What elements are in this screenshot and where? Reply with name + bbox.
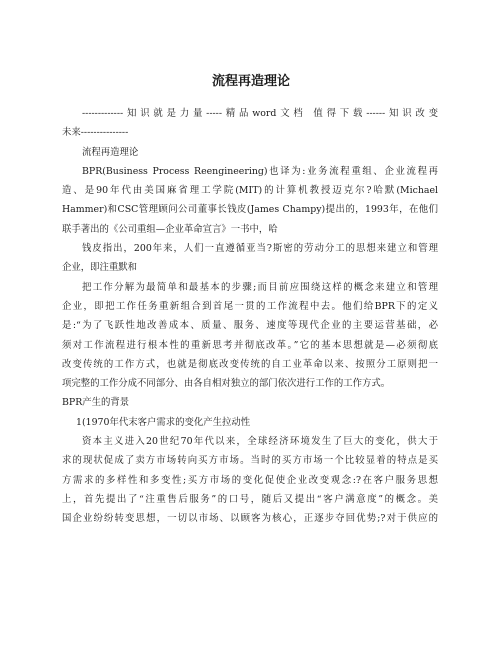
text-line: 把工作分解为最简单和最基本的步骤;而目前应围绕这样的概念来建立和管理 bbox=[82, 281, 438, 293]
document-title: 流程再造理论 bbox=[211, 74, 290, 89]
text-line: 企业，即注重默和 bbox=[62, 262, 138, 274]
text-line: 改变传统的工作方式，也就是彻底改变传统的自工业革命以来、按照分工原则把一 bbox=[62, 358, 438, 370]
document-body bbox=[62, 104, 438, 529]
text-line: -------------知识就是力量-----精品word文档 值得下载------知识改变 bbox=[82, 108, 438, 119]
text-line: 方需求的多样性和多变性;买方市场的变化促使企业改变观念:?在客户服务思想 bbox=[62, 474, 438, 486]
text-line: 资本主义进入20世纪70年代以来，全球经济环境发生了巨大的变化，供大于 bbox=[82, 436, 438, 448]
text-line: Hammer)和CSC管理顾问公司董事长钱皮(James Champy)提出的，1993年，在他们 bbox=[62, 204, 438, 216]
text-line: 造、是90年代由美国麻省理工学院(MIT)的计算机教授迈克尔?哈默(Michael bbox=[62, 185, 438, 197]
text-line: 求的现状促成了卖方市场转向买方市场。当时的买方市场一个比较显着的特点是买 bbox=[62, 455, 438, 467]
text-line: 上，首先提出了“注重售后服务”的口号，随后又提出“客户满意度”的概念。美 bbox=[62, 493, 438, 505]
text-line: BPR(Business Process Reengineering)也译为:业务流程重组、企业流程再 bbox=[82, 165, 438, 177]
text-line: 须对工作流程进行根本性的重新思考并彻底改革。”它的基本思想就是—必须彻底 bbox=[62, 339, 438, 351]
text-line: 流程再造理论 bbox=[82, 146, 139, 158]
text-line: 项完整的工作分成不同部分、由各自相对独立的部门依次进行工作的工作方式。 bbox=[62, 378, 391, 390]
text-line: 联手著出的《公司重组—企业革命宣言》一书中，哈 bbox=[62, 223, 278, 235]
text-line: 未来--------------- bbox=[62, 127, 129, 139]
text-line: 是:“为了飞跃性地改善成本、质量、服务、速度等现代企业的主要运营基础，必 bbox=[62, 320, 438, 332]
text-line: 1(1970年代末客户需求的变化产生拉动性 bbox=[76, 416, 251, 428]
text-line: 企业，即把工作任务重新组合到首尾一贯的工作流程中去。他们给BPR下的定义 bbox=[62, 300, 438, 312]
section-heading: BPR产生的背景 bbox=[62, 397, 130, 409]
text-line: 钱皮指出，200年来，人们一直遵循亚当?斯密的劳动分工的思想来建立和管理 bbox=[82, 243, 438, 255]
text-line: 国企业纷纷转变思想，一切以市场、以顾客为核心，正逐步夺回优势;?对于供应的 bbox=[62, 513, 438, 525]
